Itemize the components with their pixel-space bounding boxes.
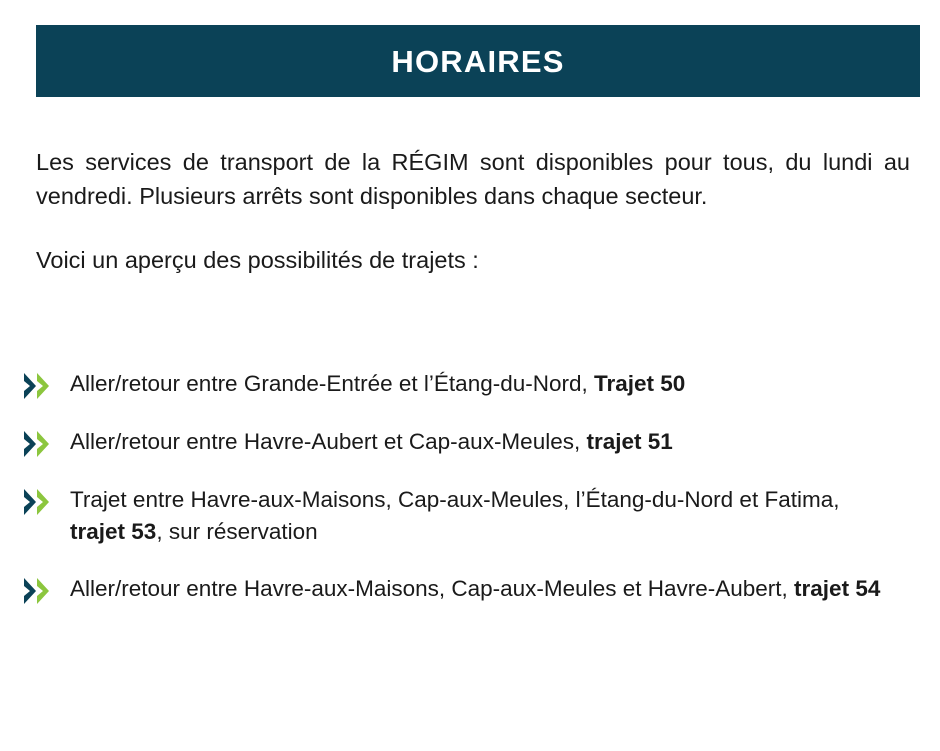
trajet-number: trajet 53 <box>70 519 157 544</box>
list-item <box>22 426 912 459</box>
trajet-text <box>70 573 880 605</box>
trajet-list <box>22 368 912 631</box>
trajet-prefix: Aller/retour entre Grande-Entrée et l’Étang-du-Nord, <box>70 371 595 396</box>
trajet-text <box>70 368 685 400</box>
double-chevron-right-icon <box>22 487 64 517</box>
trajet-number: trajet 54 <box>794 576 881 601</box>
list-item <box>22 573 912 606</box>
double-chevron-right-icon <box>22 576 64 606</box>
intro-section <box>36 145 910 277</box>
lead-line: Voici un aperçu des possibilités de trajets : <box>36 247 479 273</box>
double-chevron-right-icon <box>22 371 64 401</box>
trajet-prefix: Trajet entre Havre-aux-Maisons, Cap-aux-Meules, l’Étang-du-Nord et Fatima, <box>70 487 840 512</box>
trajet-number: Trajet 50 <box>594 371 686 396</box>
trajet-suffix: , sur réservation <box>156 519 318 544</box>
trajet-prefix: Aller/retour entre Havre-Aubert et Cap-aux-Meules, <box>70 429 587 454</box>
list-item <box>22 368 912 401</box>
trajet-text <box>70 484 900 548</box>
page-title: HORAIRES <box>391 43 565 79</box>
trajet-prefix: Aller/retour entre Havre-aux-Maisons, Cap-aux-Meules et Havre-Aubert, <box>70 576 795 601</box>
list-item <box>22 484 912 548</box>
header-banner <box>36 25 920 97</box>
trajet-number: trajet 51 <box>586 429 673 454</box>
intro-paragraph: Les services de transport de la RÉGIM sont disponibles pour tous, du lundi au vendredi. Plusieurs arrêts sont disponibles dans chaque secteur. <box>36 149 910 209</box>
double-chevron-right-icon <box>22 429 64 459</box>
trajet-text <box>70 426 673 458</box>
